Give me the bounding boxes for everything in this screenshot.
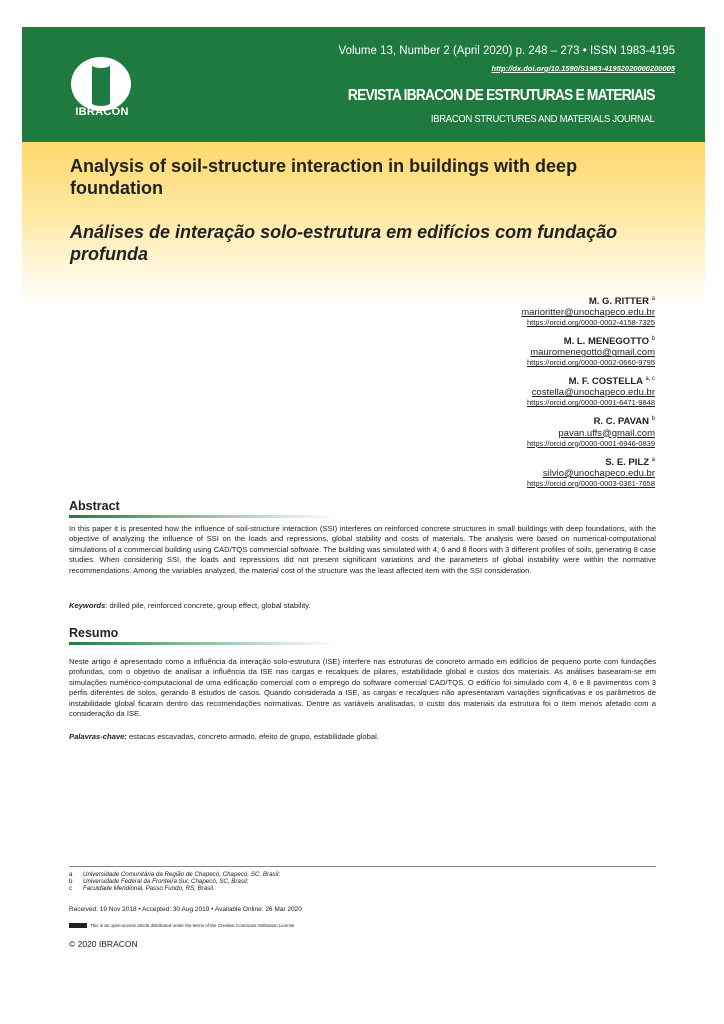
affiliation-text: Universidade Comunitária da Região de Chapecó, Chapecó, SC, Brasil; [83, 871, 281, 878]
affiliations [69, 871, 469, 893]
resumo-keywords [69, 732, 656, 741]
resumo-heading: Resumo [69, 626, 119, 640]
author-email[interactable]: mauromenegotto@gmail.com [530, 347, 655, 359]
abstract-heading: Abstract [69, 499, 120, 513]
doi-link[interactable]: http://dx.doi.org/10.1590/S1983-41952020000200005 [491, 64, 675, 73]
creative-commons-icon [69, 923, 87, 928]
abstract-underline [69, 515, 339, 518]
author-orcid[interactable]: https://orcid.org/0000-0001-6946-0839 [526, 438, 655, 448]
affiliation-text: Faculdade Meridional, Passo Fundo, RS, Brasil. [83, 885, 215, 893]
author-entry [355, 414, 655, 447]
resumo-underline [69, 642, 339, 645]
author-email[interactable]: silvio@unochapeco.edu.br [542, 467, 655, 479]
logo-text: IBRACON [75, 106, 129, 118]
received-dates: Received: 19 Nov 2018 • Accepted: 30 Aug 2019 • Available Online: 26 Mar 2020 [69, 906, 302, 913]
author-list [355, 294, 655, 495]
abstract-text: In this paper it is presented how the influence of soil-structure interaction (SSI) interferes on reinforced concrete structures in small buildings with deep foundations, with the objective of analyzing the influence of SSI on the loads and repressions, global stability and costs of materials. The analysis were based on numerical-computational simulations of a commercial building using CAD/TQS commercial software. The building was simulated with 4, 6 and 8 floors with 3 different profiles of soils, generating 8 case studies. When considering SSI, the loads and repressions did not present significant variations and the parameters of global instability were within the normative recommendations. Among the variables analyzed, the material cost of the structure was the least affected item with the SSI consideration. [69, 524, 656, 575]
affiliation-sym: c [69, 885, 73, 893]
author-orcid[interactable]: https://orcid.org/0000-0001-6471-9848 [526, 398, 655, 408]
affiliation-sym: a [69, 871, 73, 878]
paper-title-pt: Análises de interação solo-estrutura em edifícios com fundação profunda [70, 222, 618, 264]
abstract-keywords [69, 601, 656, 610]
author-name: R. C. PAVAN [593, 416, 650, 428]
author-sup: b [651, 336, 655, 343]
resumo-text: Neste artigo é apresentado como a influência da interação solo-estrutura (ISE) interfere nas estruturas de concreto armado em edifícios de pequeno porte com fundações profundas, com o objetivo de analisar a influência da ISE nas cargas e recalques de pilares, estabilidade global e custos dos materiais. As análises basearam-se em simulações numérico-computacional de uma edificação comercial com o emprego do software comercial CAD/TQS. O edifício foi simulado com 4, 6 e 8 pavimentos com 3 perfis diferentes de solos, gerando 8 estudos de casos. Quando considerada a ISE, as cargas e recalques não apresentaram variações significativas e os parâmetros de instabilidade global ficaram dentro das recomendações normativas. Dentre as variáveis analisadas, o custo dos materiais da estrutura foi o item menos afetado com a consideração da ISE. [69, 657, 656, 719]
author-name: M. G. RITTER [588, 296, 650, 308]
author-orcid[interactable]: https://orcid.org/0000-0002-0660-9795 [526, 358, 655, 368]
author-entry [355, 294, 655, 327]
journal-header [22, 27, 705, 142]
license-line [69, 923, 294, 928]
keywords-label: Keywords [69, 601, 106, 610]
license-text[interactable]: This is an open-access article distributed under the terms of the Creative Commons Attribution License [90, 923, 295, 928]
volume-line: Volume 13, Number 2 (April 2020) p. 248 – 273 • ISSN 1983-4195 [338, 45, 675, 57]
keywords-label: Palavras-chave: [69, 732, 127, 741]
author-name: M. L. MENEGOTTO [563, 336, 650, 348]
author-sup: b [651, 416, 655, 423]
affiliation [69, 878, 469, 885]
author-email[interactable]: pavan.uffs@gmail.com [558, 427, 655, 439]
ibracon-logo-icon [70, 57, 132, 112]
affiliation-text: Universidade Federal da Fronteira Sul, Chapecó, SC, Brasil; [83, 878, 249, 886]
journal-title-pt: REVISTA IBRACON DE ESTRUTURAS E MATERIAIS [348, 87, 655, 104]
paper-title-en: Analysis of soil-structure interaction in buildings with deep foundation [70, 156, 578, 198]
affiliation-sym: b [69, 878, 73, 886]
author-name: S. E. PILZ [605, 456, 650, 468]
author-email[interactable]: marioritter@unochapeco.edu.br [521, 307, 655, 319]
author-entry [355, 455, 655, 488]
copyright: © 2020 IBRACON [69, 939, 138, 949]
journal-title-en: IBRACON STRUCTURES AND MATERIALS JOURNAL [431, 113, 655, 125]
affiliation [69, 885, 469, 892]
author-orcid[interactable]: https://orcid.org/0000-0002-4158-7325 [526, 318, 655, 328]
author-orcid[interactable]: https://orcid.org/0000-0003-0361-7658 [526, 478, 655, 488]
author-sup: a, c [645, 376, 655, 383]
author-sup: a [651, 456, 655, 463]
keywords-text: : drilled pile, reinforced concrete, group effect, global stability. [105, 601, 311, 610]
author-email[interactable]: costella@unochapeco.edu.br [531, 387, 655, 399]
author-entry [355, 374, 655, 407]
footer-rule [69, 866, 656, 867]
author-entry [355, 334, 655, 367]
author-name: M. F. COSTELLA [568, 376, 643, 388]
author-sup: a [651, 296, 655, 302]
keywords-text: estacas escavadas, concreto armado, efeito de grupo, estabilidade global. [126, 732, 379, 741]
affiliation [69, 871, 469, 878]
